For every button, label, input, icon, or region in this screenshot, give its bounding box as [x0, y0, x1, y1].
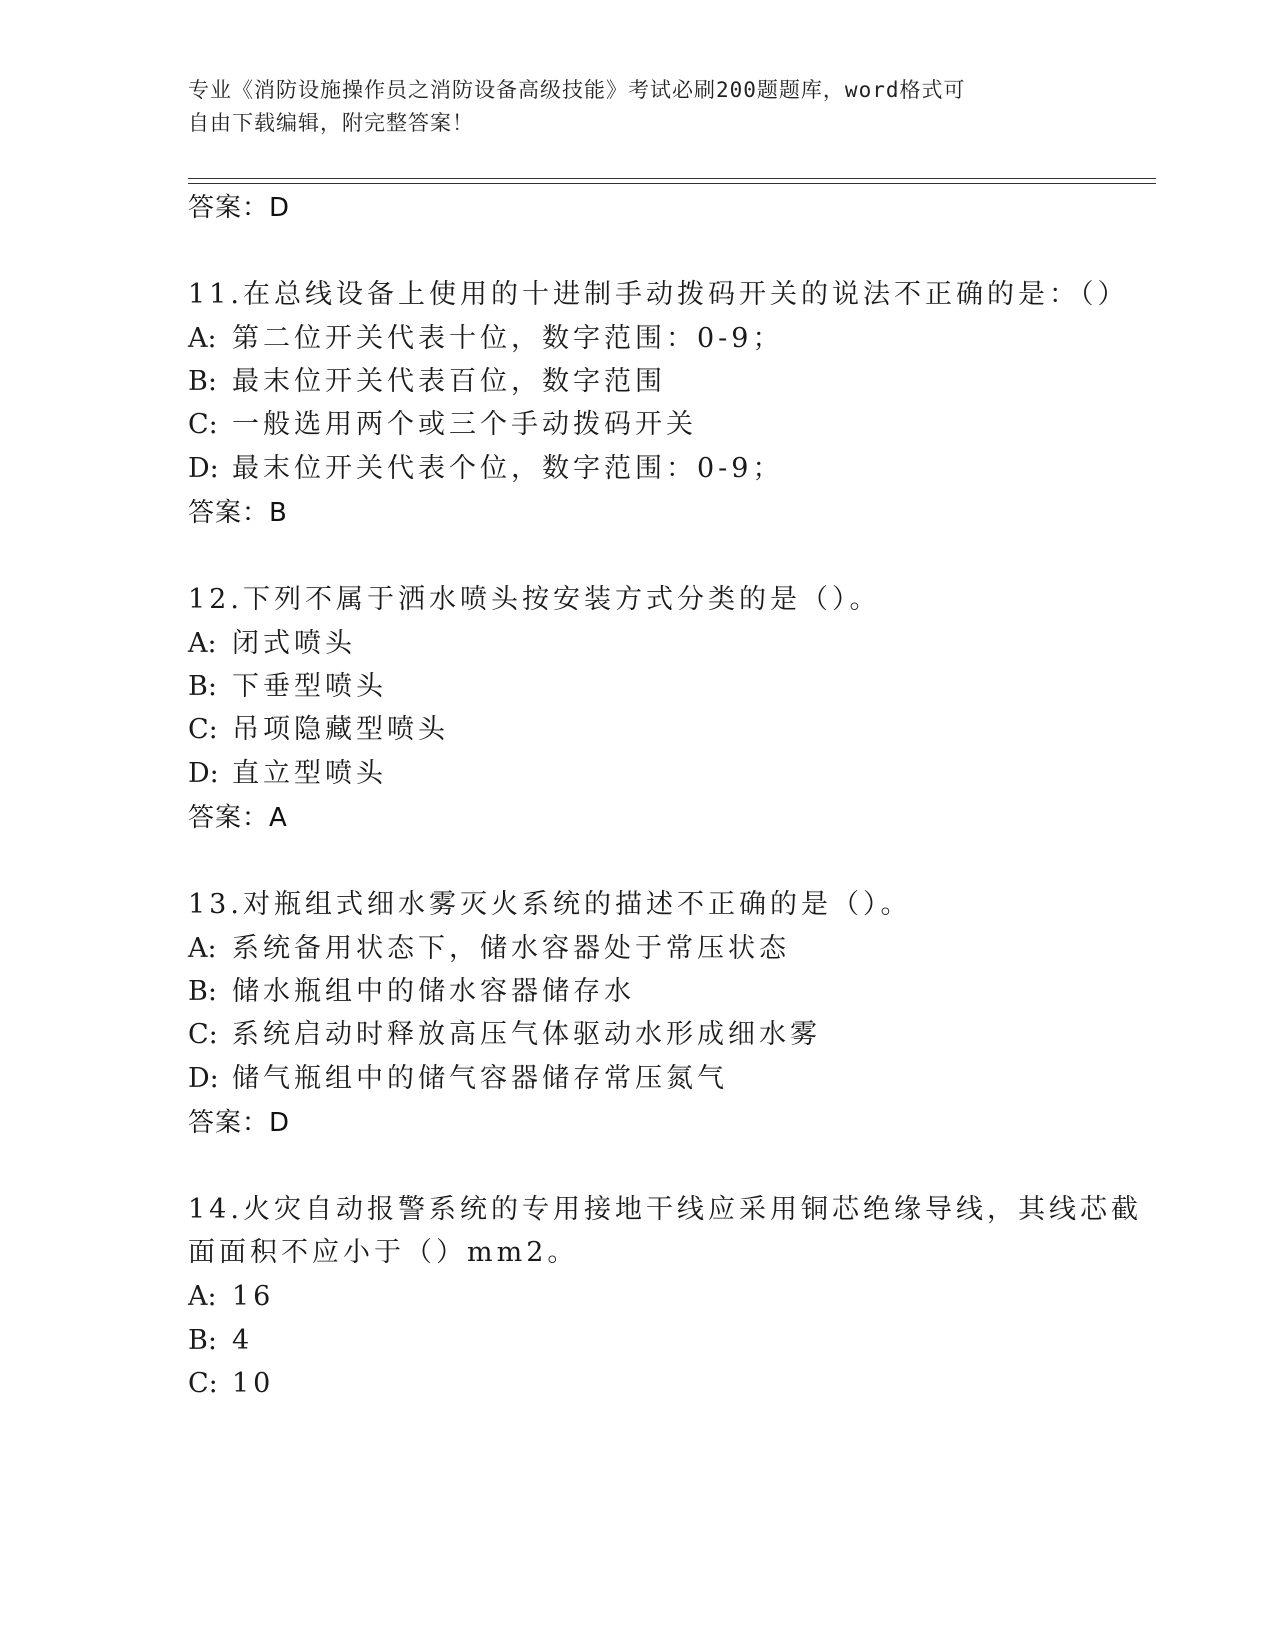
option-d — [188, 1062, 728, 1096]
question-stem: 13.对瓶组式细水雾灭火系统的描述不正确的是（）。 — [188, 889, 912, 920]
option-label: A: — [188, 1281, 217, 1312]
option-label: D: — [188, 1063, 219, 1094]
option-text: 系统启动时释放高压气体驱动水形成细水雾 — [232, 1019, 821, 1050]
option-label: D: — [188, 453, 219, 484]
option-label: C: — [188, 409, 218, 440]
option-c — [188, 408, 697, 442]
option-d — [188, 757, 387, 791]
option-text: 10 — [232, 1368, 275, 1399]
option-text: 闭式喷头 — [232, 628, 356, 659]
document-header — [188, 74, 1068, 140]
answer-line: 答案：D — [188, 193, 291, 223]
option-c — [188, 713, 449, 747]
option-text: 直立型喷头 — [232, 758, 387, 789]
option-b — [188, 365, 666, 399]
option-text: 吊项隐藏型喷头 — [232, 714, 449, 745]
option-a — [188, 627, 356, 661]
option-label: C: — [188, 1019, 218, 1050]
option-c — [188, 1018, 821, 1052]
option-text: 4 — [232, 1325, 254, 1356]
option-label: B: — [188, 671, 217, 702]
question-stem-continued: 面面积不应小于（）mm2。 — [188, 1237, 579, 1268]
option-a — [188, 932, 790, 966]
question-stem: 11.在总线设备上使用的十进制手动拨码开关的说法不正确的是：（） — [188, 279, 1129, 310]
header-line-1: 专业《消防设施操作员之消防设备高级技能》考试必刷200题题库，word格式可 — [188, 78, 966, 102]
option-label: A: — [188, 933, 217, 964]
option-text: 最末位开关代表百位，数字范围 — [232, 366, 666, 397]
option-b — [188, 975, 635, 1009]
option-a — [188, 1280, 274, 1314]
option-label: B: — [188, 1325, 217, 1356]
option-c — [188, 1367, 274, 1401]
answer-line: 答案：A — [188, 803, 288, 833]
header-rule-bottom — [188, 183, 1156, 184]
option-a — [188, 322, 783, 356]
answer-line: 答案：B — [188, 498, 288, 528]
option-b — [188, 670, 387, 704]
option-label: C: — [188, 714, 218, 745]
header-line-2: 自由下载编辑，附完整答案！ — [188, 111, 474, 135]
option-text: 一般选用两个或三个手动拨码开关 — [232, 409, 697, 440]
option-label: D: — [188, 758, 219, 789]
header-rule-top — [188, 178, 1156, 179]
option-b — [188, 1324, 253, 1358]
option-text: 第二位开关代表十位，数字范围：0-9； — [232, 323, 784, 354]
option-label: C: — [188, 1368, 218, 1399]
option-d — [188, 452, 783, 486]
option-text: 储气瓶组中的储气容器储存常压氮气 — [232, 1063, 728, 1094]
option-label: B: — [188, 366, 217, 397]
option-text: 储水瓶组中的储水容器储存水 — [232, 976, 635, 1007]
option-text: 16 — [232, 1281, 275, 1312]
option-label: A: — [188, 323, 217, 354]
option-label: A: — [188, 628, 217, 659]
option-label: B: — [188, 976, 217, 1007]
option-text: 系统备用状态下，储水容器处于常压状态 — [232, 933, 790, 964]
question-stem: 14.火灾自动报警系统的专用接地干线应采用铜芯绝缘导线，其线芯截 — [188, 1194, 1142, 1225]
answer-line: 答案：D — [188, 1108, 291, 1138]
option-text: 下垂型喷头 — [232, 671, 387, 702]
question-stem: 12.下列不属于洒水喷头按安装方式分类的是（）。 — [188, 584, 881, 615]
option-text: 最末位开关代表个位，数字范围：0-9； — [232, 453, 784, 484]
